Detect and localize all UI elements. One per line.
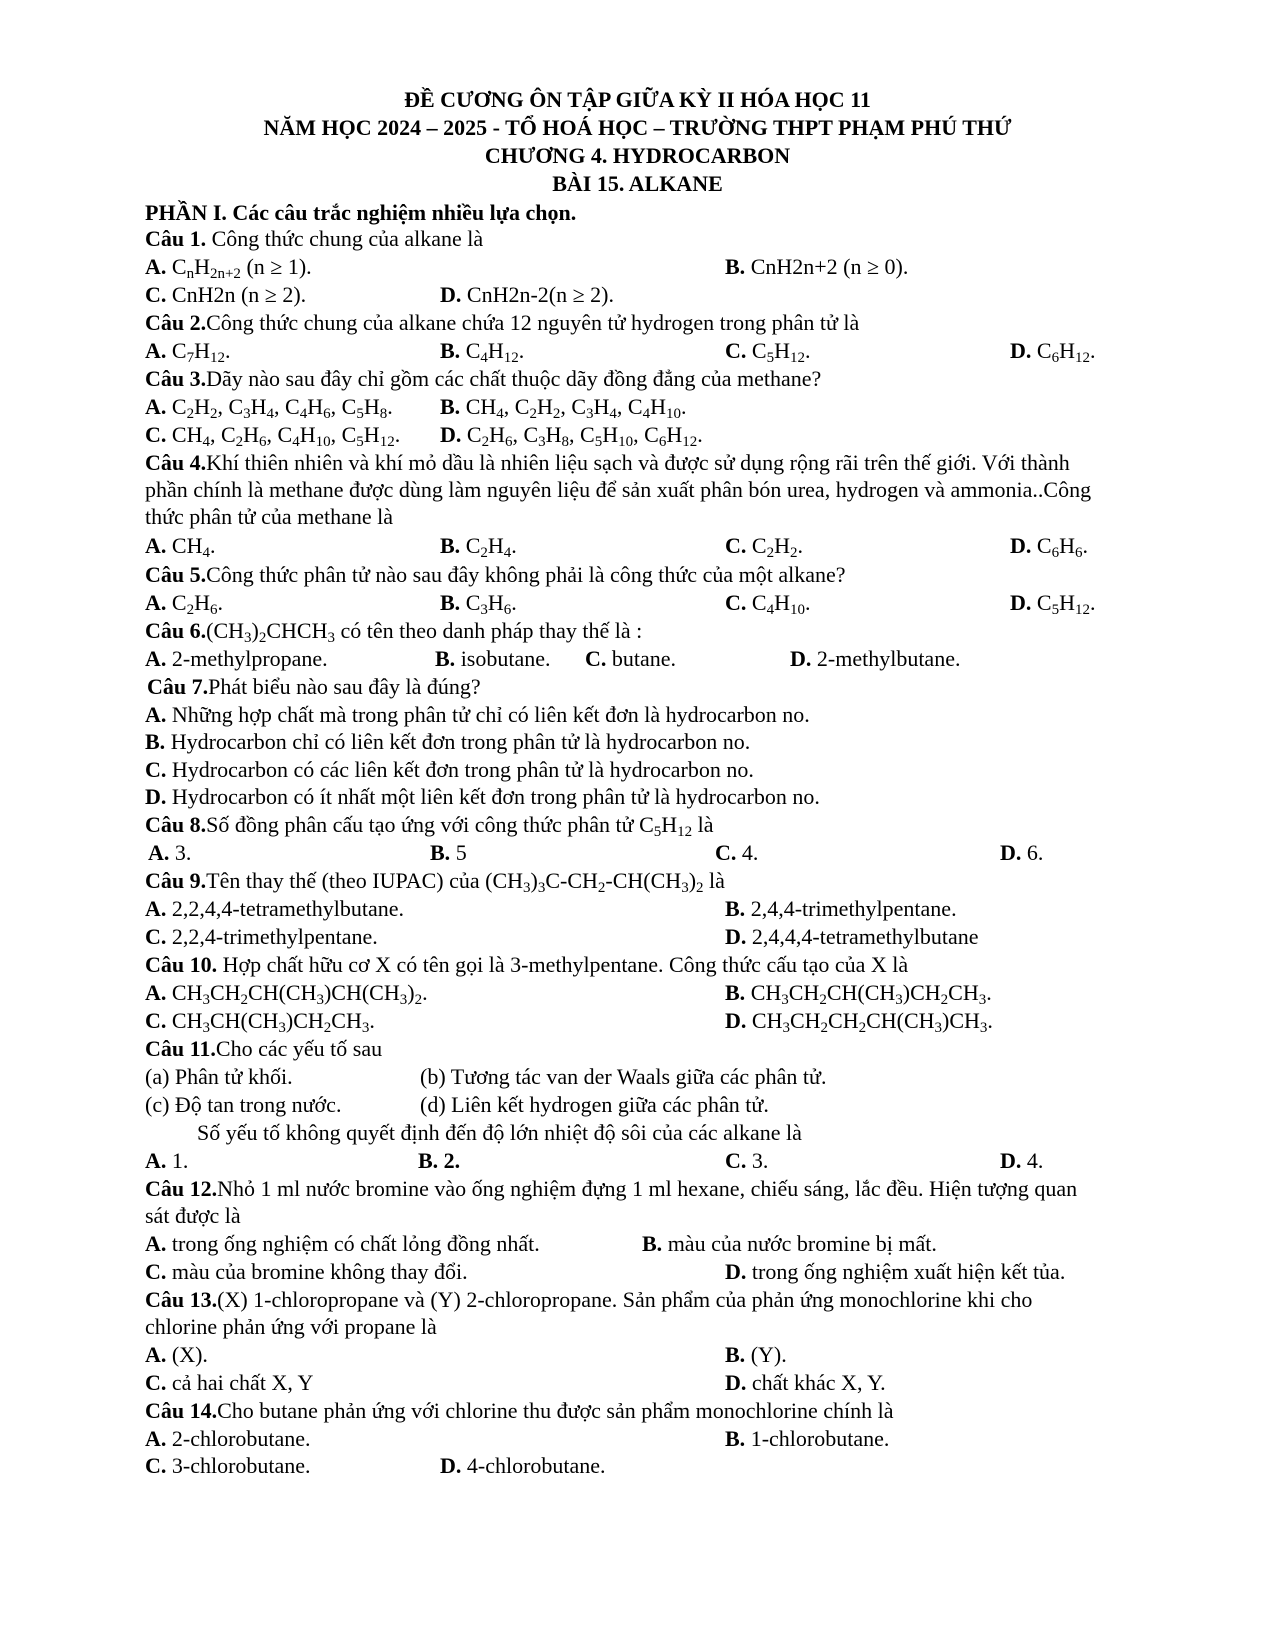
question-stem: Câu 4.Khí thiên nhiên và khí mỏ dầu là nhiên liệu sạch và được sử dụng rộng rãi trên thế giới. Với thành bbox=[145, 450, 1070, 475]
answer-option-d: D. trong ống nghiệm xuất hiện kết tủa. bbox=[725, 1259, 1066, 1284]
question-number: Câu 9. bbox=[145, 868, 207, 893]
question-stem: Câu 3.Dãy nào sau đây chỉ gồm các chất thuộc dãy đồng đẳng của methane? bbox=[145, 366, 822, 391]
answer-option-c: C. 3-chlorobutane. bbox=[145, 1453, 311, 1478]
answer-option-c: C. 2,2,4-trimethylpentane. bbox=[145, 924, 378, 949]
question-number: Câu 14. bbox=[145, 1398, 218, 1423]
question-number: Câu 3. bbox=[145, 366, 207, 391]
answer-option-d: D. 6. bbox=[1000, 840, 1044, 865]
answer-option-a: A. 2-methylpropane. bbox=[145, 646, 328, 671]
answer-option-d: D. 4. bbox=[1000, 1148, 1044, 1173]
answer-option-c: C. màu của bromine không thay đổi. bbox=[145, 1259, 468, 1284]
answer-option-a: A. $C_nH_{2n+2}$ (n ≥ 1). bbox=[145, 254, 312, 282]
question-number: Câu 5. bbox=[145, 562, 207, 587]
doc-subtitle: NĂM HỌC 2024 – 2025 - TỔ HOÁ HỌC – TRƯỜNG THPT PHẠM PHÚ THỨ bbox=[263, 115, 1012, 140]
answer-option-c: C. butane. bbox=[585, 646, 677, 671]
question-stem: Câu 5.Công thức phân tử nào sau đây không phải là công thức của một alkane? bbox=[145, 562, 846, 587]
answer-option-c: C. CnH2n (n ≥ 2). bbox=[145, 282, 307, 307]
factor-item: (b) Tương tác van der Waals giữa các phân tử. bbox=[420, 1064, 827, 1089]
answer-option-a: A. trong ống nghiệm có chất lỏng đồng nhất. bbox=[145, 1231, 540, 1256]
answer-option-a: A. $CH_3CH_2CH(CH_3)CH(CH_3)_2$. bbox=[145, 980, 428, 1008]
answer-option-a: A. 3. bbox=[148, 840, 192, 865]
answer-option-c: C. Hydrocarbon có các liên kết đơn trong phân tử là hydrocarbon no. bbox=[145, 757, 754, 782]
answer-option-a: A. 1. bbox=[145, 1148, 189, 1173]
answer-option-c: C. cả hai chất X, Y bbox=[145, 1370, 314, 1395]
answer-option-c: C. $C_4H_{10}$. bbox=[725, 590, 811, 618]
answer-option-a: A. (X). bbox=[145, 1342, 208, 1367]
factor-item: (d) Liên kết hydrogen giữa các phân tử. bbox=[420, 1092, 769, 1117]
question-stem-continued: sát được là bbox=[145, 1203, 241, 1228]
answer-option-b: B. $CH_3CH_2CH(CH_3)CH_2CH_3$. bbox=[725, 980, 992, 1008]
answer-option-d: D. $C_2H_6$, $C_3H_8$, $C_5H_{10}$, $C_6H_{12}$. bbox=[440, 422, 703, 450]
question-stem: Câu 2.Công thức chung của alkane chứa 12 nguyên tử hydrogen trong phân tử là bbox=[145, 310, 860, 335]
question-stem-continued: thức phân tử của methane là bbox=[145, 504, 394, 529]
doc-title: ĐỀ CƯƠNG ÔN TẬP GIỮA KỲ II HÓA HỌC 11 bbox=[404, 87, 871, 112]
question-number: Câu 13. bbox=[145, 1287, 218, 1312]
question-stem: Câu 14.Cho butane phản ứng với chlorine thu được sản phẩm monochlorine chính là bbox=[145, 1398, 894, 1423]
question-stem: Câu 10. Hợp chất hữu cơ X có tên gọi là 3-methylpentane. Công thức cấu tạo của X là bbox=[145, 952, 909, 977]
answer-option-d: D. $C_6H_6$. bbox=[1010, 533, 1088, 561]
answer-option-a: A. $CH_4$. bbox=[145, 533, 216, 561]
answer-option-a: A. $C_2H_2$, $C_3H_4$, $C_4H_6$, $C_5H_8$. bbox=[145, 394, 393, 422]
answer-option-d: D. 2-methylbutane. bbox=[790, 646, 961, 671]
answer-option-b: B. isobutane. bbox=[435, 646, 551, 671]
answer-option-b: B. $C_3H_6$. bbox=[440, 590, 517, 618]
question-number: Câu 12. bbox=[145, 1176, 218, 1201]
answer-option-d: D. Hydrocarbon có ít nhất một liên kết đơn trong phân tử là hydrocarbon no. bbox=[145, 784, 820, 809]
answer-option-b: B. màu của nước bromine bị mất. bbox=[642, 1231, 937, 1256]
question-number: Câu 10. bbox=[145, 952, 218, 977]
question-number: Câu 2. bbox=[145, 310, 207, 335]
factor-item: (c) Độ tan trong nước. bbox=[145, 1092, 342, 1117]
answer-option-b: B. (Y). bbox=[725, 1342, 787, 1367]
answer-option-b: B. $C_2H_4$. bbox=[440, 533, 517, 561]
answer-option-c: C. $C_5H_{12}$. bbox=[725, 338, 811, 366]
factor-item: (a) Phân tử khối. bbox=[145, 1064, 293, 1089]
question-stem-continued: Số yếu tố không quyết định đến độ lớn nhiệt độ sôi của các alkane là bbox=[197, 1120, 802, 1145]
question-stem: Câu 7.Phát biểu nào sau đây là đúng? bbox=[147, 674, 481, 699]
answer-option-d: D. CnH2n-2(n ≥ 2). bbox=[440, 282, 615, 307]
answer-option-b: B. $C_4H_{12}$. bbox=[440, 338, 525, 366]
question-stem: Câu 11.Cho các yếu tố sau bbox=[145, 1036, 383, 1061]
question-number: Câu 4. bbox=[145, 450, 207, 475]
question-stem: Câu 1. Công thức chung của alkane là bbox=[145, 226, 484, 251]
question-stem: Câu 9.Tên thay thế (theo IUPAC) của $(CH_3)_3C-CH_2-CH(CH_3)_2$ là bbox=[145, 868, 725, 896]
lesson-title: BÀI 15. ALKANE bbox=[552, 171, 723, 196]
answer-option-b: B. 2,4,4-trimethylpentane. bbox=[725, 896, 957, 921]
answer-option-d: D. 4-chlorobutane. bbox=[440, 1453, 606, 1478]
answer-option-c: C. 4. bbox=[715, 840, 759, 865]
chapter-title: CHƯƠNG 4. HYDROCARBON bbox=[484, 143, 791, 168]
answer-option-b: B. $CH_4$, $C_2H_2$, $C_3H_4$, $C_4H_{10}$. bbox=[440, 394, 687, 422]
section-heading: PHẦN I. Các câu trắc nghiệm nhiều lựa chọn. bbox=[145, 200, 577, 225]
question-number: Câu 1. bbox=[145, 226, 207, 251]
answer-option-d: D. $C_5H_{12}$. bbox=[1010, 590, 1096, 618]
answer-option-a: A. $C_2H_6$. bbox=[145, 590, 223, 618]
answer-option-b: B. CnH2n+2 (n ≥ 0). bbox=[725, 254, 909, 279]
answer-option-b: B. 5 bbox=[430, 840, 467, 865]
question-stem: Câu 13.(X) 1-chloropropane và (Y) 2-chloropropane. Sản phẩm của phản ứng monochlorine khi cho bbox=[145, 1287, 1033, 1312]
question-number: Câu 8. bbox=[145, 812, 207, 837]
answer-option-a: A. Những hợp chất mà trong phân tử chỉ có liên kết đơn là hydrocarbon no. bbox=[145, 702, 810, 727]
question-number: Câu 11. bbox=[145, 1036, 216, 1061]
answer-option-b: B. 2. bbox=[418, 1148, 461, 1173]
question-number: Câu 7. bbox=[147, 674, 209, 699]
answer-option-c: C. $CH_4$, $C_2H_6$, $C_4H_{10}$, $C_5H_{12}$. bbox=[145, 422, 401, 450]
answer-option-d: D. $CH_3CH_2CH_2CH(CH_3)CH_3$. bbox=[725, 1008, 993, 1036]
answer-option-b: B. 1-chlorobutane. bbox=[725, 1426, 890, 1451]
answer-option-a: A. $C_7H_{12}$. bbox=[145, 338, 231, 366]
answer-option-a: A. 2-chlorobutane. bbox=[145, 1426, 311, 1451]
question-stem: Câu 12.Nhỏ 1 ml nước bromine vào ống nghiệm đựng 1 ml hexane, chiếu sáng, lắc đều. Hiện tượng quan bbox=[145, 1176, 1078, 1201]
answer-option-c: C. $CH_3CH(CH_3)CH_2CH_3$. bbox=[145, 1008, 375, 1036]
answer-option-d: D. chất khác X, Y. bbox=[725, 1370, 886, 1395]
answer-option-d: D. 2,4,4,4-tetramethylbutane bbox=[725, 924, 979, 949]
question-stem-continued: phần chính là methane được dùng làm nguyên liệu để sản xuất phân bón urea, hydrogen và ammonia..Công bbox=[145, 477, 1092, 502]
answer-option-a: A. 2,2,4,4-tetramethylbutane. bbox=[145, 896, 405, 921]
question-number: Câu 6. bbox=[145, 618, 207, 643]
question-stem: Câu 8.Số đồng phân cấu tạo ứng với công thức phân tử $C_5H_{12}$ là bbox=[145, 812, 714, 840]
question-stem-continued: chlorine phản ứng với propane là bbox=[145, 1314, 437, 1339]
answer-option-c: C. 3. bbox=[725, 1148, 769, 1173]
answer-option-c: C. $C_2H_2$. bbox=[725, 533, 803, 561]
answer-option-d: D. $C_6H_{12}$. bbox=[1010, 338, 1096, 366]
question-stem: Câu $6.(CH_3)_2CHCH_3$ có tên theo danh pháp thay thế là : bbox=[145, 618, 643, 646]
answer-option-b: B. Hydrocarbon chỉ có liên kết đơn trong phân tử là hydrocarbon no. bbox=[145, 729, 751, 754]
